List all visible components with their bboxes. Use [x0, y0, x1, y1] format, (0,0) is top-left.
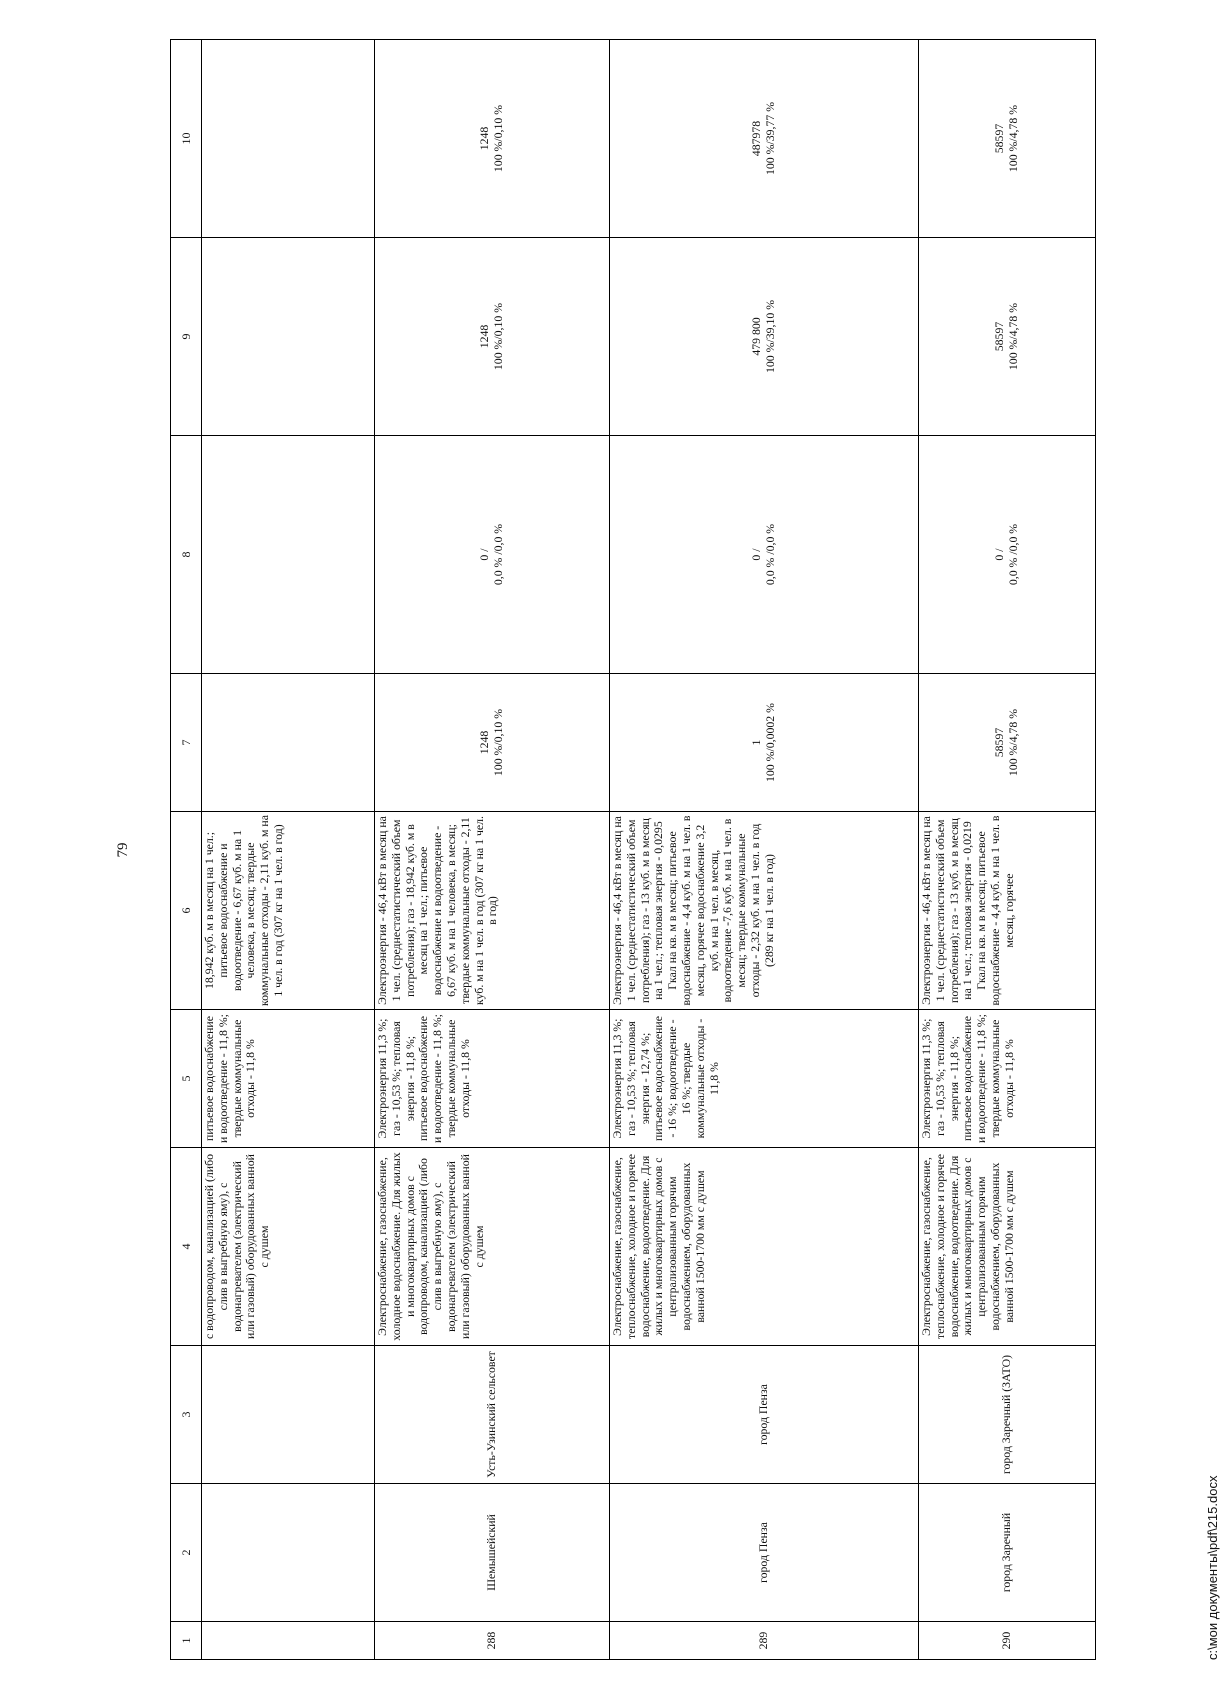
row-number — [202, 1622, 375, 1660]
page-number: 79 — [115, 842, 131, 858]
header-row — [171, 40, 202, 1660]
col10-cell: 1248 100 %/0,10 % — [375, 40, 610, 238]
col8-cell — [202, 436, 375, 674]
consumption-volume-cell: Электроэнергия - 46,4 кВт в месяц на 1 чел. (среднестатистический объем потребления); газ - 18,942 куб. м в месяц на 1 чел.; питьевое водоснабжение и водоотведение - 6,67 куб. м на 1 человека, в месяц; твердые коммунальные отходы - 2,11 куб. м на 1 чел. в год (307 кг на 1 чел. в год) — [375, 812, 610, 1010]
settlement-cell: город Пенза — [610, 1346, 919, 1484]
header-cell: 5 — [171, 1010, 202, 1148]
header-cell: 6 — [171, 812, 202, 1010]
district-cell: Шемышейский — [375, 1484, 610, 1622]
col7-cell: 1 100 %/0,0002 % — [610, 674, 919, 812]
growth-index-cell: Электроэнергия 11,3 %; газ - 10,53 %; тепловая энергия - 12,74 %; питьевое водоснабжение - 16 %; водоотведение - 16 %; твердые коммунальные отходы - 11,8 % — [610, 1010, 919, 1148]
header-cell: 4 — [171, 1148, 202, 1346]
consumption-volume-cell: Электроэнергия - 46,4 кВт в месяц на 1 чел. (среднестатистический объем потребления); газ - 13 куб. м в месяц на 1 чел.; тепловая энергия - 0,0295 Гкал на кв. м в месяц; питьевое водоснабжение - 4,4 куб. м на 1 чел. в месяц, горячее водоснабжение 3,2 куб. м на 1 чел. в месяц, водоотведение -7,6 куб. м на 1 чел. в месяц; твердые коммунальные отходы - 2,32 куб. м на 1 чел. в год (289 кг на 1 чел. в год) — [610, 812, 919, 1010]
table-row — [202, 40, 375, 1660]
services-cell: Электроснабжение, газоснабжение, холодное водоснабжение. Для жилых и многоквартирных домов с водопроводом, канализацией (либо слив в выгребную яму), с водонагревателем (электрический или газовый) оборудованных ванной с душем — [375, 1148, 610, 1346]
col8-cell: 0 / 0,0 % /0,0 % — [610, 436, 919, 674]
col7-cell: 58597 100 %/4,78 % — [919, 674, 1096, 812]
header-cell: 7 — [171, 674, 202, 812]
col10-cell: 487978 100 %/39,77 % — [610, 40, 919, 238]
settlement-cell: город Заречный (ЗАТО) — [919, 1346, 1096, 1484]
growth-index-cell: Электроэнергия 11,3 %; газ - 10,53 %; тепловая энергия - 11,8 %; питьевое водоснабжение и водоотведение - 11,8 %; твердые коммунальные отходы - 11,8 % — [919, 1010, 1096, 1148]
growth-index-cell: питьевое водоснабжение и водоотведение - 11,8 %; твердые коммунальные отходы - 11,8 % — [202, 1010, 375, 1148]
row-number: 290 — [919, 1622, 1096, 1660]
col10-cell — [202, 40, 375, 238]
services-cell: Электроснабжение, газоснабжение, теплоснабжение, холодное и горячее водоснабжение, водоотведение. Для жилых и многоквартирных домов с централизованным горячим водоснабжением, оборудованных ванной 1500-1700 мм с душем — [610, 1148, 919, 1346]
district-cell — [202, 1484, 375, 1622]
header-cell: 8 — [171, 436, 202, 674]
table-row — [375, 40, 610, 1660]
col8-cell: 0 / 0,0 % /0,0 % — [375, 436, 610, 674]
consumption-volume-cell: Электроэнергия - 46,4 кВт в месяц на 1 чел. (среднестатистический объем потребления); газ - 13 куб. м в месяц на 1 чел.; тепловая энергия - 0,0219 Гкал на кв. м в месяц; питьевое водоснабжение - 4,4 куб. м на 1 чел. в месяц, горячее — [919, 812, 1096, 1010]
header-cell: 10 — [171, 40, 202, 238]
header-cell: 2 — [171, 1484, 202, 1622]
header-cell: 3 — [171, 1346, 202, 1484]
header-cell: 1 — [171, 1622, 202, 1660]
row-number: 288 — [375, 1622, 610, 1660]
settlement-cell — [202, 1346, 375, 1484]
col7-cell — [202, 674, 375, 812]
col8-cell: 0 / 0,0 % /0,0 % — [919, 436, 1096, 674]
col9-cell — [202, 238, 375, 436]
consumption-volume-cell: 18,942 куб. м в месяц на 1 чел.; питьевое водоснабжение и водоотведение - 6,67 куб. м на 1 человека, в месяц; твердые коммунальные отходы - 2,11 куб. м на 1 чел. в год (307 кг на 1 чел. в год) — [202, 812, 375, 1010]
table-row — [610, 40, 919, 1660]
settlement-cell: Усть-Узинский сельсовет — [375, 1346, 610, 1484]
district-cell: город Заречный — [919, 1484, 1096, 1622]
growth-index-cell: Электроэнергия 11,3 %; газ - 10,53 %; тепловая энергия - 11,8 %; питьевое водоснабжение и водоотведение - 11,8 %; твердые коммунальные отходы - 11,8 % — [375, 1010, 610, 1148]
services-cell: Электроснабжение, газоснабжение, теплоснабжение, холодное и горячее водоснабжение, водоотведение. Для жилых и многоквартирных домов с централизованным горячим водоснабжением, оборудованных ванной 1500-1700 мм с душем — [919, 1148, 1096, 1346]
data-table — [170, 39, 1096, 1660]
rotated-content — [115, 40, 1220, 1660]
col9-cell: 1248 100 %/0,10 % — [375, 238, 610, 436]
footer-file-path: с:\мои документы\pdf\215.docx — [1205, 1475, 1220, 1660]
district-cell: город Пенза — [610, 1484, 919, 1622]
services-cell: с водопроводом, канализацией (либо слив в выгребную яму), с водонагревателем (электрический или газовый) оборудованных ванной с душем — [202, 1148, 375, 1346]
col7-cell: 1248 100 %/0,10 % — [375, 674, 610, 812]
table-row — [919, 40, 1096, 1660]
col9-cell: 479 800 100 %/39,10 % — [610, 238, 919, 436]
col9-cell: 58597 100 %/4,78 % — [919, 238, 1096, 436]
row-number: 289 — [610, 1622, 919, 1660]
header-cell: 9 — [171, 238, 202, 436]
col10-cell: 58597 100 %/4,78 % — [919, 40, 1096, 238]
